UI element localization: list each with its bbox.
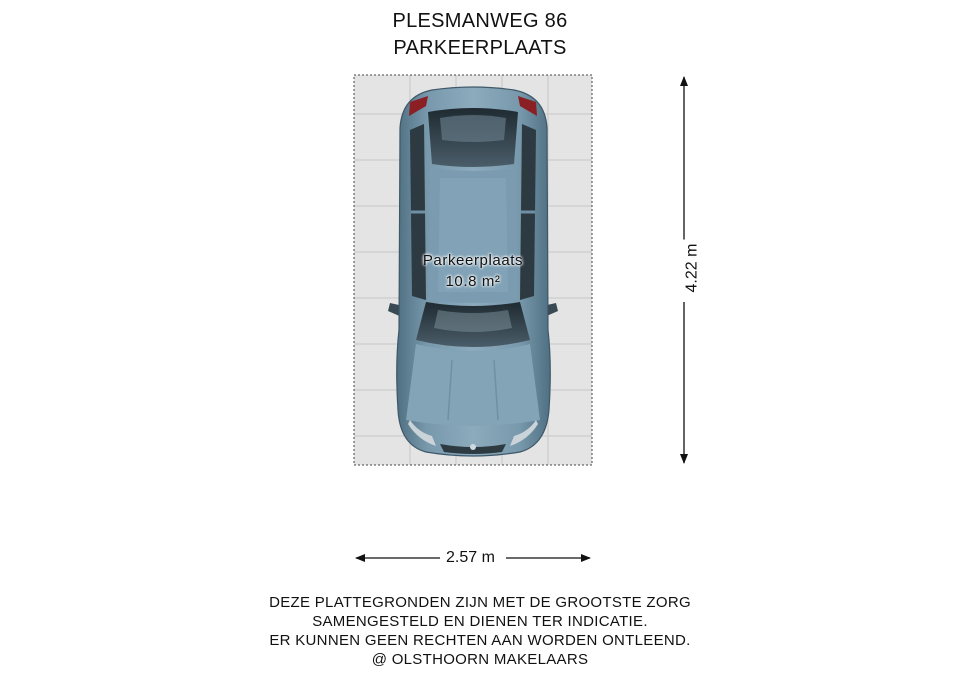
disclaimer-line-3: ER KUNNEN GEEN RECHTEN AAN WORDEN ONTLEEND.	[269, 632, 691, 649]
room-area-label: 10.8 m²	[445, 273, 501, 290]
disclaimer-line-4: @ OLSTHOORN MAKELAARS	[371, 651, 589, 668]
floorplan-subtitle: PARKEERPLAATS	[393, 37, 567, 59]
property-address-title: PLESMANWEG 86	[392, 10, 568, 32]
disclaimer-line-2: SAMENGESTELD EN DIENEN TER INDICATIE.	[312, 613, 648, 630]
height-dimension-label: 4.22 m	[683, 240, 701, 297]
width-dimension-label: 2.57 m	[442, 549, 499, 567]
disclaimer-line-1: DEZE PLATTEGRONDEN ZIJN MET DE GROOTSTE ZORG	[269, 594, 691, 611]
room-name-label: Parkeerplaats	[422, 252, 524, 269]
